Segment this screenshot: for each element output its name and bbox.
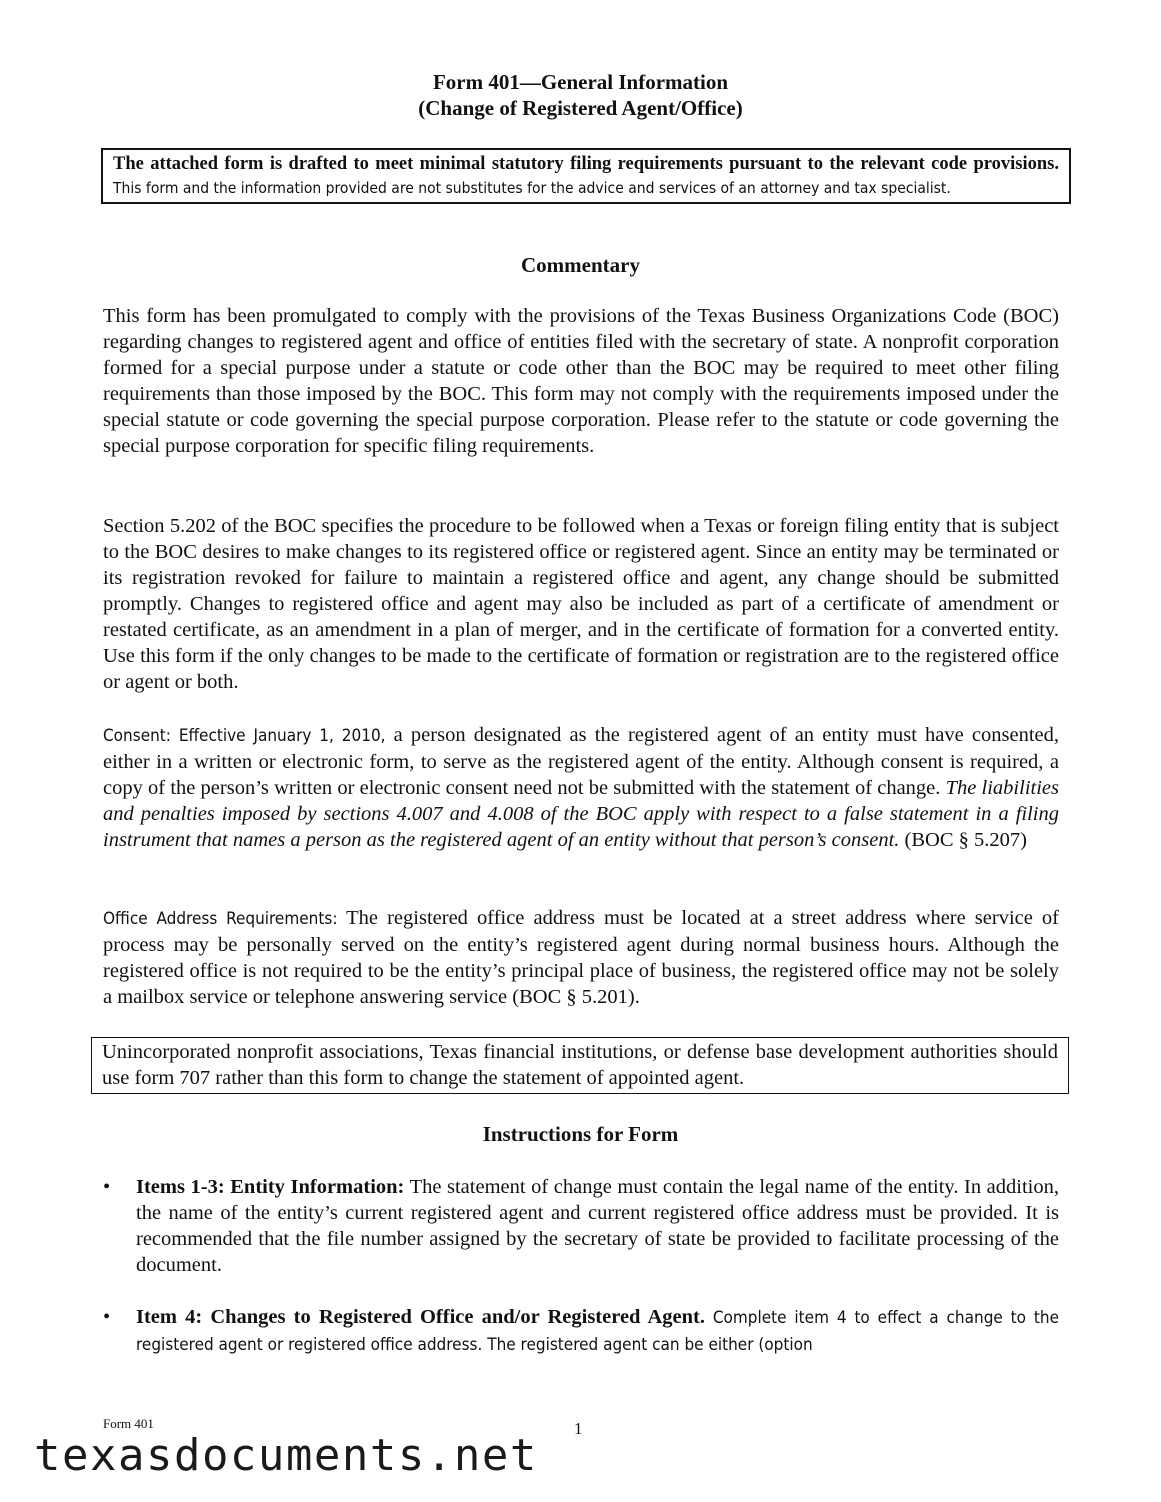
form-title: Form 401—General Information xyxy=(432,70,729,94)
commentary-heading: Commentary xyxy=(521,253,640,277)
page-number: 1 xyxy=(574,1419,583,1438)
consent-italic: The liabilities and penalties imposed by sections 4.007 and 4.008 of the BOC apply with respect to a false statement in a filing instrument that names a person as the registered agent of an entity without that person’s consent. xyxy=(103,777,1059,851)
bullet-icon: • xyxy=(103,1176,111,1198)
commentary-paragraph-1: This form has been promulgated to comply with the provisions of the Texas Business Organizations Code (BOC) regarding changes to registered agent and office of entities filed with the secretary of state. A nonprofit corporation formed for a special purpose under a statute or code other than the BOC may be required to meet other filing requirements than those imposed by the BOC. This form may not comply with the requirements imposed under the special statute or code governing the special purpose corporation. Please refer to the statute or code governing the special purpose corporation for specific filing requirements. xyxy=(103,305,1059,457)
disclaimer-box xyxy=(101,148,1071,204)
disclaimer-text: This form and the information provided are not substitutes for the advice and services of an attorney and tax specialist. xyxy=(113,179,951,197)
consent-paragraph xyxy=(103,722,1059,853)
form-subtitle: (Change of Registered Agent/Office) xyxy=(418,96,743,120)
instruction-item-title: Items 1-3: Entity Information: xyxy=(136,1176,405,1198)
office-address-lead: Office Address Requirements: xyxy=(103,909,338,929)
consent-lead: Consent: Effective January 1, 2010, xyxy=(103,726,386,746)
consent-citation: (BOC § 5.207) xyxy=(899,829,1027,851)
instruction-item-title: Item 4: Changes to Registered Office and/or Registered Agent. xyxy=(136,1306,705,1328)
watermark-text: texasdocuments.net xyxy=(34,1430,538,1481)
consent-body: a person designated as the registered agent of an entity must have consented, either in a written or electronic form, to serve as the registered agent of the entity. Although consent is required, a copy of the person’s written or electronic consent need not be submitted with the statement of change. xyxy=(103,724,1059,799)
commentary-paragraph-2: Section 5.202 of the BOC specifies the procedure to be followed when a Texas or foreign filing entity that is subject to the BOC desires to make changes to its registered office or registered agent. Since an entity may be terminated or its registration revoked for failure to maintain a registered office and agent, any change should be submitted promptly. Changes to registered office and agent may also be included as part of a certificate of amendment or restated certificate, as an amendment in a plan of merger, and in the certificate of formation for a converted entity. Use this form if the only changes to be made to the certificate of formation or registration are to the registered office or agent or both. xyxy=(103,515,1059,693)
instruction-item-text: The statement of change must contain the legal name of the entity. In addition, the name of the entity’s current registered agent and current registered office address must be provided. It is recommended that the file number assigned by the secretary of state be provided to facilitate processing of the document. xyxy=(136,1176,1059,1276)
instruction-item xyxy=(103,1174,1059,1278)
instruction-item-text: Complete item 4 to effect a change to the registered agent or registered office address. The registered agent can be either (option xyxy=(136,1308,1060,1355)
instructions-heading: Instructions for Form xyxy=(482,1122,679,1146)
office-address-paragraph xyxy=(103,905,1059,1010)
instruction-item xyxy=(103,1304,1059,1358)
disclaimer-bold-text: The attached form is drafted to meet minimal statutory filing requirements pursuant to the relevant code provisions. xyxy=(113,154,1059,174)
office-address-body: The registered office address must be located at a street address where service of process may be personally served on the entity’s registered agent during normal business hours. Although the registered office is not required to be the entity’s principal place of business, the registered office may not be solely a mailbox service or telephone answering service (BOC § 5.201). xyxy=(103,907,1059,1008)
footer-form-label: Form 401 xyxy=(103,1416,154,1431)
form-707-note-box: Unincorporated nonprofit associations, Texas financial institutions, or defense base development authorities should use form 707 rather than this form to change the statement of appointed agent. xyxy=(91,1037,1069,1094)
bullet-icon: • xyxy=(103,1306,111,1328)
